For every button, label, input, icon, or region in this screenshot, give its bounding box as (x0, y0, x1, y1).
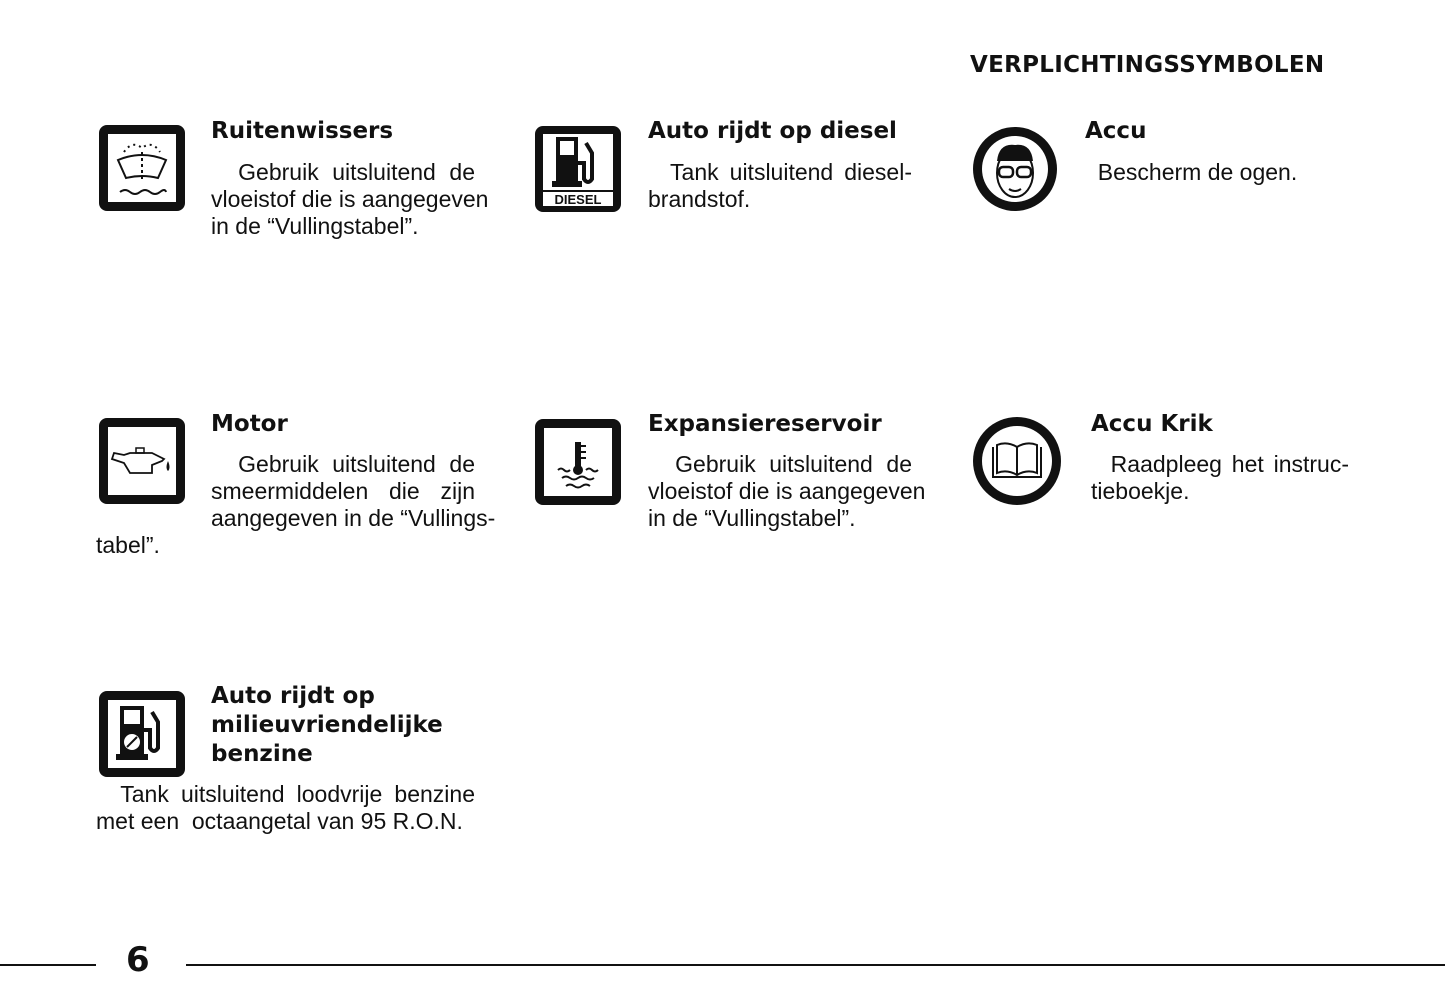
title-line: Auto rijdt op (211, 683, 375, 709)
manual-book-icon (971, 415, 1063, 507)
item-body (96, 781, 475, 835)
body-line: Gebruik uitsluitend de (211, 451, 475, 477)
item-body (211, 451, 496, 532)
title-line: benzine (211, 741, 313, 767)
body-line: Bescherm de ogen. (1085, 159, 1298, 185)
diesel-label: DIESEL (554, 192, 602, 207)
item-title: Accu (1085, 118, 1147, 144)
item-title (211, 682, 443, 769)
item-title: Motor (211, 411, 288, 437)
body-line: met een octaangetal van 95 R.O.N. (96, 808, 463, 834)
body-line: brandstof. (648, 186, 751, 212)
body-line: smeermiddelen die zijn (211, 478, 475, 504)
body-line: Gebruik uitsluitend de (211, 159, 475, 185)
item-title: Auto rijdt op diesel (648, 118, 897, 144)
windshield-washer-icon (96, 122, 188, 214)
item-body (1091, 451, 1349, 505)
footer-rule-left (0, 964, 96, 966)
body-line: Tank uitsluitend loodvrije benzine (96, 781, 475, 807)
oil-can-icon (96, 415, 188, 507)
body-line: Gebruik uitsluitend de (648, 451, 912, 477)
item-title: Accu Krik (1091, 411, 1213, 437)
face-goggles-icon (969, 123, 1061, 215)
body-line: in de “Vullingstabel”. (648, 505, 856, 531)
body-line: vloeistof die is aangegeven (211, 186, 489, 212)
body-continuation: tabel”. (96, 532, 160, 558)
unleaded-pump-icon (96, 688, 188, 780)
page-number: 6 (126, 940, 150, 980)
coolant-temperature-icon (532, 416, 624, 508)
body-line: in de “Vullingstabel”. (211, 213, 419, 239)
item-title: Ruitenwissers (211, 118, 394, 144)
body-line: Raadpleeg het instruc- (1091, 451, 1349, 477)
item-body (648, 451, 926, 532)
body-line: vloeistof die is aangegeven (648, 478, 926, 504)
footer-rule-right (186, 964, 1445, 966)
body-line: aangegeven in de “Vullings- (211, 505, 496, 531)
body-line: tieboekje. (1091, 478, 1190, 504)
title-line: milieuvriendelijke (211, 712, 443, 738)
item-body (211, 159, 489, 240)
diesel-pump-icon (532, 123, 624, 215)
body-line: Tank uitsluitend diesel- (648, 159, 912, 185)
item-body (648, 159, 912, 213)
item-body (1085, 159, 1349, 186)
item-title: Expansiereservoir (648, 411, 882, 437)
section-title: VERPLICHTINGSSYMBOLEN (970, 52, 1325, 78)
